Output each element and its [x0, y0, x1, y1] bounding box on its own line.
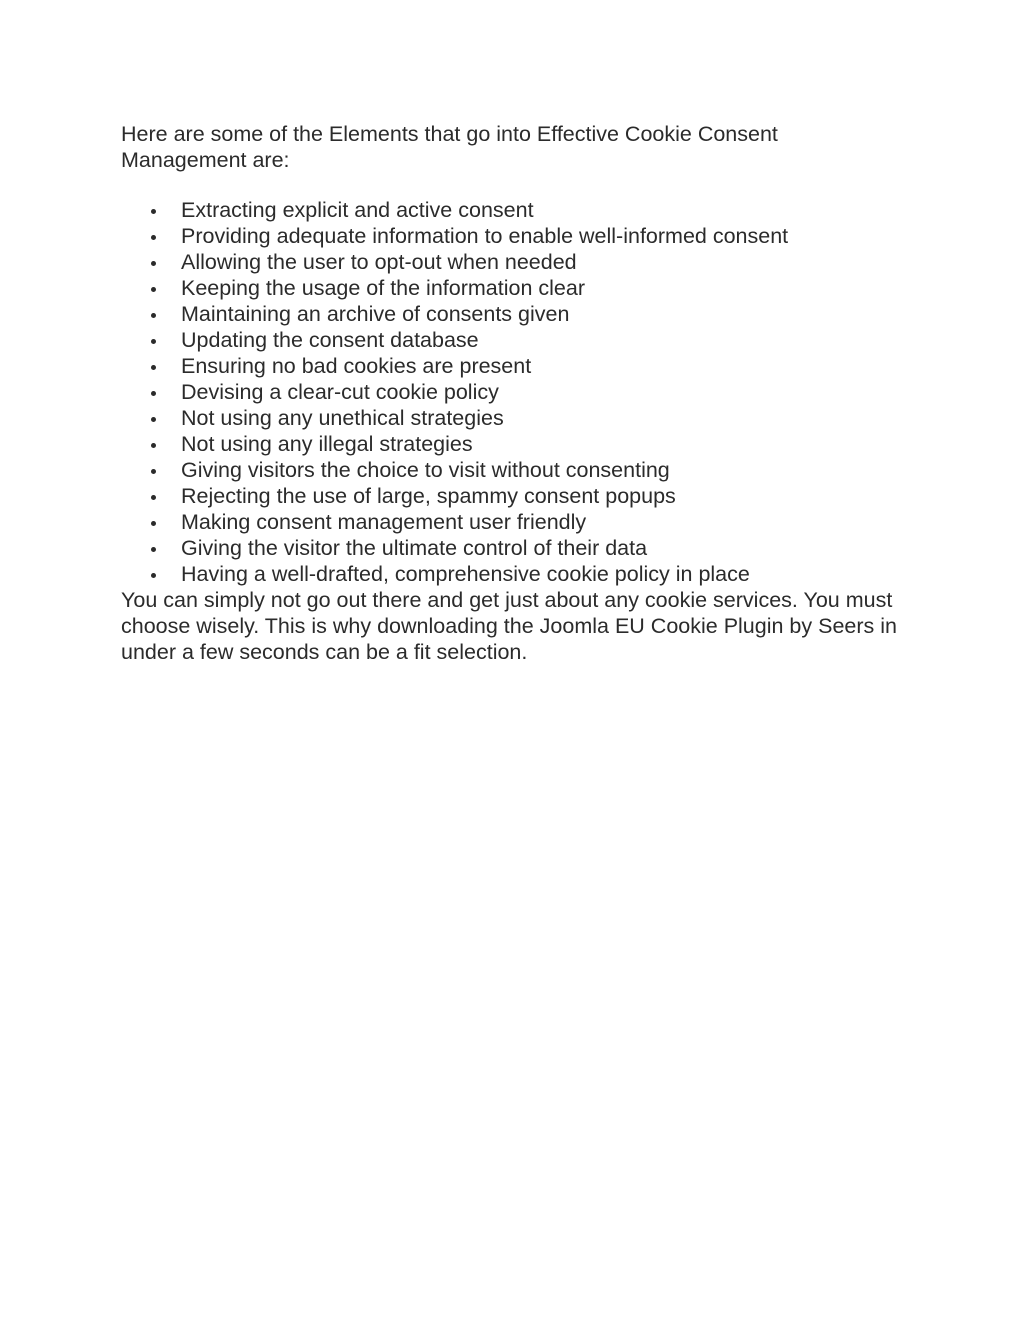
- bullet-icon: [151, 521, 156, 526]
- bullet-icon: [151, 417, 156, 422]
- bullet-icon: [151, 391, 156, 396]
- document-body: [121, 121, 901, 665]
- bullet-icon: [151, 209, 156, 214]
- list-item-text: Providing adequate information to enable well-informed consent: [181, 224, 789, 248]
- list-item-text: Ensuring no bad cookies are present: [181, 354, 532, 378]
- bullet-icon: [151, 443, 156, 448]
- intro-paragraph: Here are some of the Elements that go into Effective Cookie Consent Management are:: [121, 122, 778, 172]
- list-item-text: Allowing the user to opt-out when needed: [181, 250, 577, 274]
- list-item-text: Having a well-drafted, comprehensive cookie policy in place: [181, 562, 750, 586]
- list-item: [121, 561, 901, 587]
- bullet-icon: [151, 235, 156, 240]
- list-item-text: Not using any illegal strategies: [181, 432, 473, 456]
- list-item-text: Rejecting the use of large, spammy consent popups: [181, 484, 676, 508]
- list-item-text: Devising a clear-cut cookie policy: [181, 380, 499, 404]
- list-item-text: Extracting explicit and active consent: [181, 198, 534, 222]
- list-item-text: Maintaining an archive of consents given: [181, 302, 570, 326]
- list-item-text: Making consent management user friendly: [181, 510, 587, 534]
- list-item: [121, 223, 901, 249]
- list-item-text: Giving visitors the choice to visit without consenting: [181, 458, 670, 482]
- bullet-icon: [151, 573, 156, 578]
- bullet-icon: [151, 339, 156, 344]
- list-item: [121, 275, 901, 301]
- list-item: [121, 353, 901, 379]
- bullet-icon: [151, 547, 156, 552]
- list-item: [121, 535, 901, 561]
- list-item-text: Giving the visitor the ultimate control of their data: [181, 536, 648, 560]
- list-item: [121, 249, 901, 275]
- list-item-text: Not using any unethical strategies: [181, 406, 504, 430]
- bullet-icon: [151, 365, 156, 370]
- list-item-text: Updating the consent database: [181, 328, 479, 352]
- list-item: [121, 301, 901, 327]
- bullet-icon: [151, 469, 156, 474]
- bullet-icon: [151, 313, 156, 318]
- bullet-icon: [151, 261, 156, 266]
- list-item: [121, 483, 901, 509]
- list-item: [121, 509, 901, 535]
- bullet-icon: [151, 287, 156, 292]
- list-item: [121, 379, 901, 405]
- list-item: [121, 405, 901, 431]
- list-item: [121, 197, 901, 223]
- list-item: [121, 431, 901, 457]
- list-item: [121, 327, 901, 353]
- closing-paragraph: You can simply not go out there and get just about any cookie services. You must choose wisely. This is why downloading the Joomla EU Cookie Plugin by Seers in under a few seconds can be a fit selection.: [121, 588, 897, 664]
- list-item: [121, 457, 901, 483]
- list-item-text: Keeping the usage of the information clear: [181, 276, 585, 300]
- elements-bullet-list: [121, 197, 901, 587]
- bullet-icon: [151, 495, 156, 500]
